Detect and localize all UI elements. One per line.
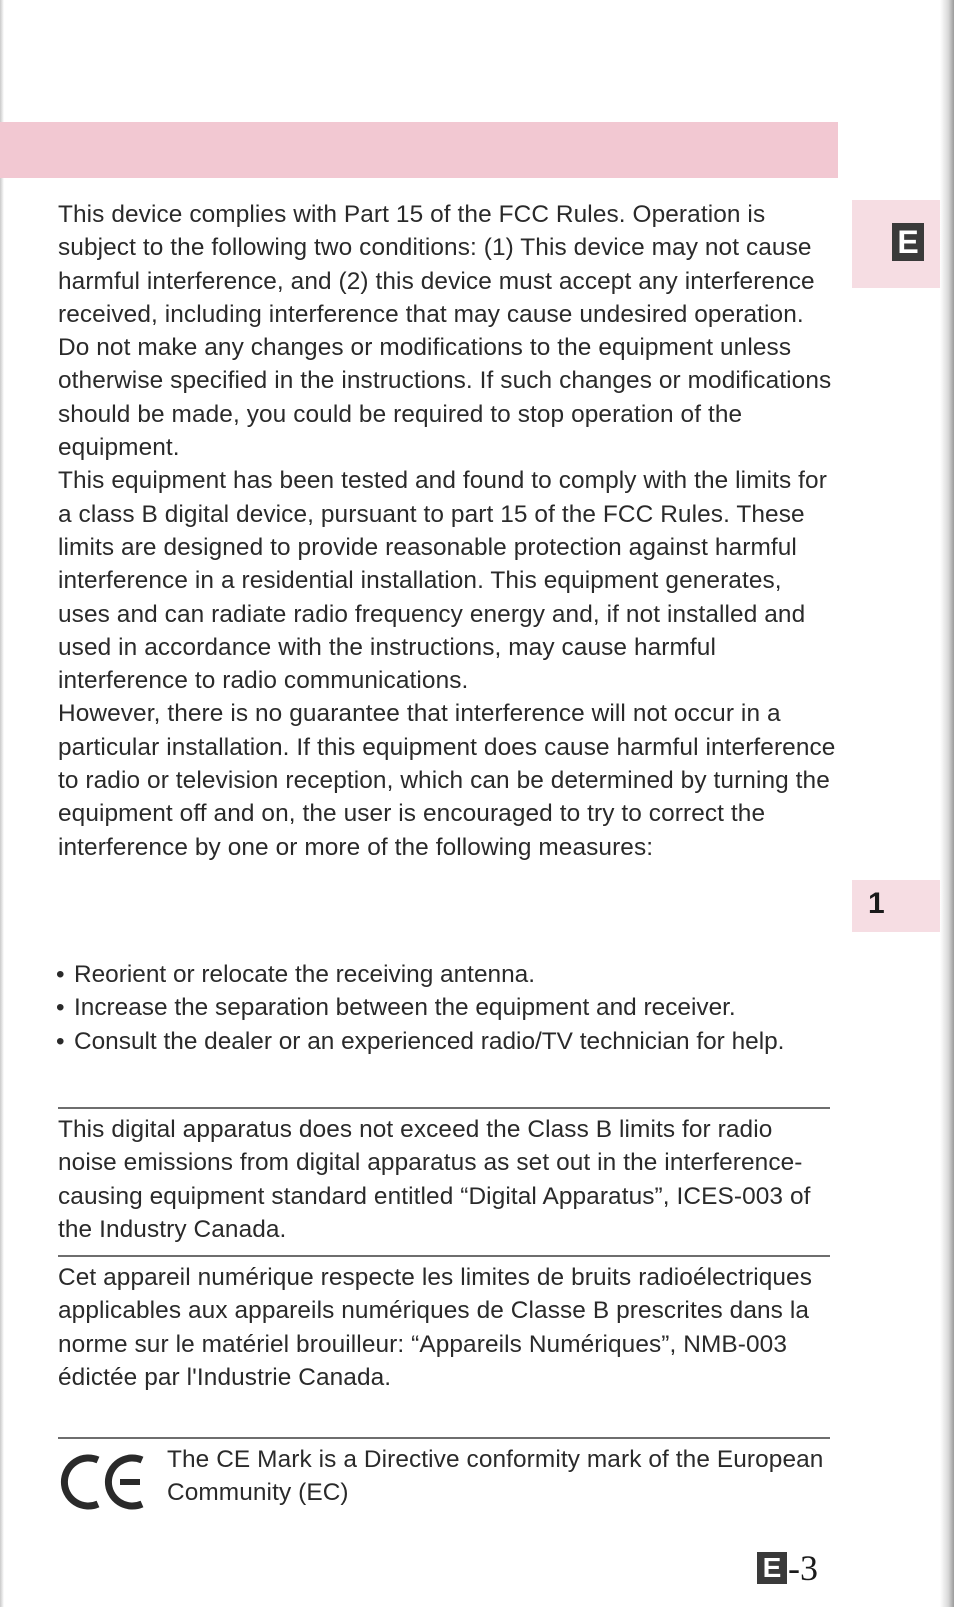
page-number [757, 1548, 818, 1588]
fcc-paragraph-class-b: This equipment has been tested and found to comply with the limits for a class B digital device, pursuant to part 15 of the FCC Rules. These limits are designed to provide reasonable protection against harmful interference in a residential installation. This equipment generates, uses and can radiate radio frequency energy and, if not installed and used in accordance with the instructions, may cause harmful interference to radio communications. [58, 467, 827, 695]
measures-list [56, 958, 846, 1058]
fcc-paragraph-measures: However, there is no guarantee that interference will not occur in a particular installation. If this equipment does cause harmful interference to radio or television reception, which can be determined by turning the equipment off and on, the user is encouraged to try to correct the interference by one or more of the following measures: [58, 700, 836, 861]
list-item [56, 958, 846, 991]
divider [58, 1437, 830, 1439]
chapter-tab-number: 1 [868, 887, 885, 920]
page-number-value: -3 [788, 1548, 818, 1588]
measure-text: Reorient or relocate the receiving antenna. [74, 961, 535, 988]
ce-mark-description: The CE Mark is a Directive conformity mark of the European Community (EC) [167, 1446, 824, 1507]
fcc-paragraph-compliance: This device complies with Part 15 of the FCC Rules. Operation is subject to the following two conditions: (1) This device may not cause harmful interference, and (2) this device must accept any interference received, including interference that may cause undesired operation. [58, 201, 815, 328]
bullet-icon: • [56, 994, 65, 1022]
chapter-tab [852, 880, 940, 932]
page-edge-right [940, 0, 954, 1607]
measure-text: Increase the separation between the equipment and receiver. [74, 994, 736, 1022]
ce-mark-icon [58, 1452, 146, 1512]
measure-text: Consult the dealer or an experienced radio/TV technician for help. [74, 1027, 785, 1055]
canada-notice-french: Cet appareil numérique respecte les limites de bruits radioélectriques applicables aux appareils numériques de Classe B prescrites dans la norme sur le matériel brouilleur: “Appareils Numériques”, NMB-003 édictée par l'Industrie Canada. [58, 1264, 812, 1391]
section-tab-letter: E [892, 223, 924, 261]
list-item [56, 1025, 846, 1058]
fcc-notice [58, 198, 838, 864]
canada-notice-english: This digital apparatus does not exceed the Class B limits for radio noise emissions from digital apparatus as set out in the interference-causing equipment standard entitled “Digital Apparatus”, ICES-003 of the Industry Canada. [58, 1116, 811, 1243]
list-item [56, 991, 846, 1024]
header-band [0, 122, 838, 178]
page-number-letter: E [757, 1552, 787, 1584]
divider [58, 1107, 830, 1109]
divider [58, 1255, 830, 1257]
page-edge-left [0, 0, 4, 1607]
bullet-icon: • [56, 1027, 65, 1055]
bullet-icon: • [56, 961, 65, 988]
fcc-paragraph-modifications: Do not make any changes or modifications to the equipment unless otherwise specified in the instructions. If such changes or modifications should be made, you could be required to stop operation of the equipment. [58, 334, 832, 462]
